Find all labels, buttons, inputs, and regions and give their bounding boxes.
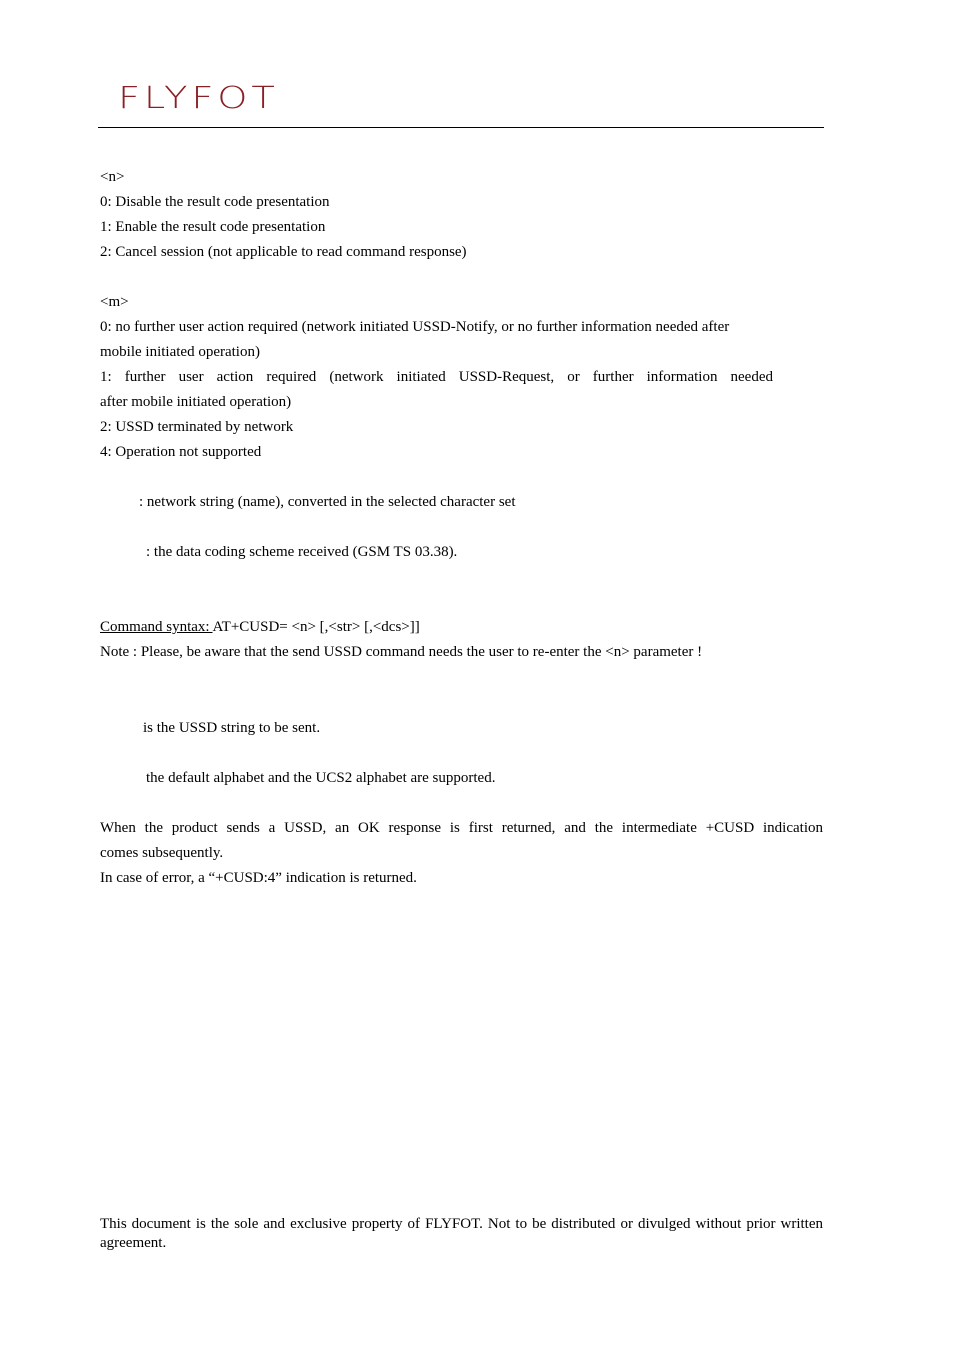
- m-param-item-1-line-1: 1: further user action required (network initiated USSD-Request, or further information needed: [100, 369, 773, 385]
- behavior-line-1: When the product sends a USSD, an OK response is first returned, and the intermediate +CUSD indication: [100, 820, 823, 836]
- m-param-item-4: 4: Operation not supported: [100, 444, 262, 460]
- m-param-item-0-line-2: mobile initiated operation): [100, 344, 260, 360]
- n-param-heading: <n>: [100, 169, 125, 185]
- behavior-line-2: comes subsequently.: [100, 845, 224, 861]
- m-param-item-2: 2: USSD terminated by network: [100, 419, 294, 435]
- m-param-heading: <m>: [100, 294, 129, 310]
- str-description: : network string (name), converted in the selected character set: [139, 494, 516, 510]
- n-param-item-0: 0: Disable the result code presentation: [100, 194, 330, 210]
- header-divider: [98, 127, 824, 128]
- command-syntax: [100, 618, 420, 636]
- str-send-description: is the USSD string to be sent.: [143, 720, 321, 736]
- m-param-item-1-line-2: after mobile initiated operation): [100, 394, 292, 410]
- n-param-item-1: 1: Enable the result code presentation: [100, 219, 326, 235]
- command-syntax-value: AT+CUSD= <n> [,<str> [,<dcs>]]: [212, 619, 420, 635]
- command-syntax-label: Command syntax:: [100, 619, 213, 635]
- footer-notice: This document is the sole and exclusive property of FLYFOT. Not to be distributed or divulged without prior written agreement.: [100, 1216, 823, 1251]
- command-note: Note : Please, be aware that the send USSD command needs the user to re-enter the <n> parameter !: [100, 644, 703, 660]
- flyfot-logo: FLYFOT: [118, 81, 279, 116]
- m-param-item-0-line-1: 0: no further user action required (network initiated USSD-Notify, or no further information needed after: [100, 319, 730, 335]
- dcs-send-description: the default alphabet and the UCS2 alphabet are supported.: [146, 770, 496, 786]
- behavior-error: In case of error, a “+CUSD:4” indication is returned.: [100, 870, 417, 886]
- n-param-item-2: 2: Cancel session (not applicable to read command response): [100, 244, 467, 260]
- dcs-description: : the data coding scheme received (GSM TS 03.38).: [146, 544, 458, 560]
